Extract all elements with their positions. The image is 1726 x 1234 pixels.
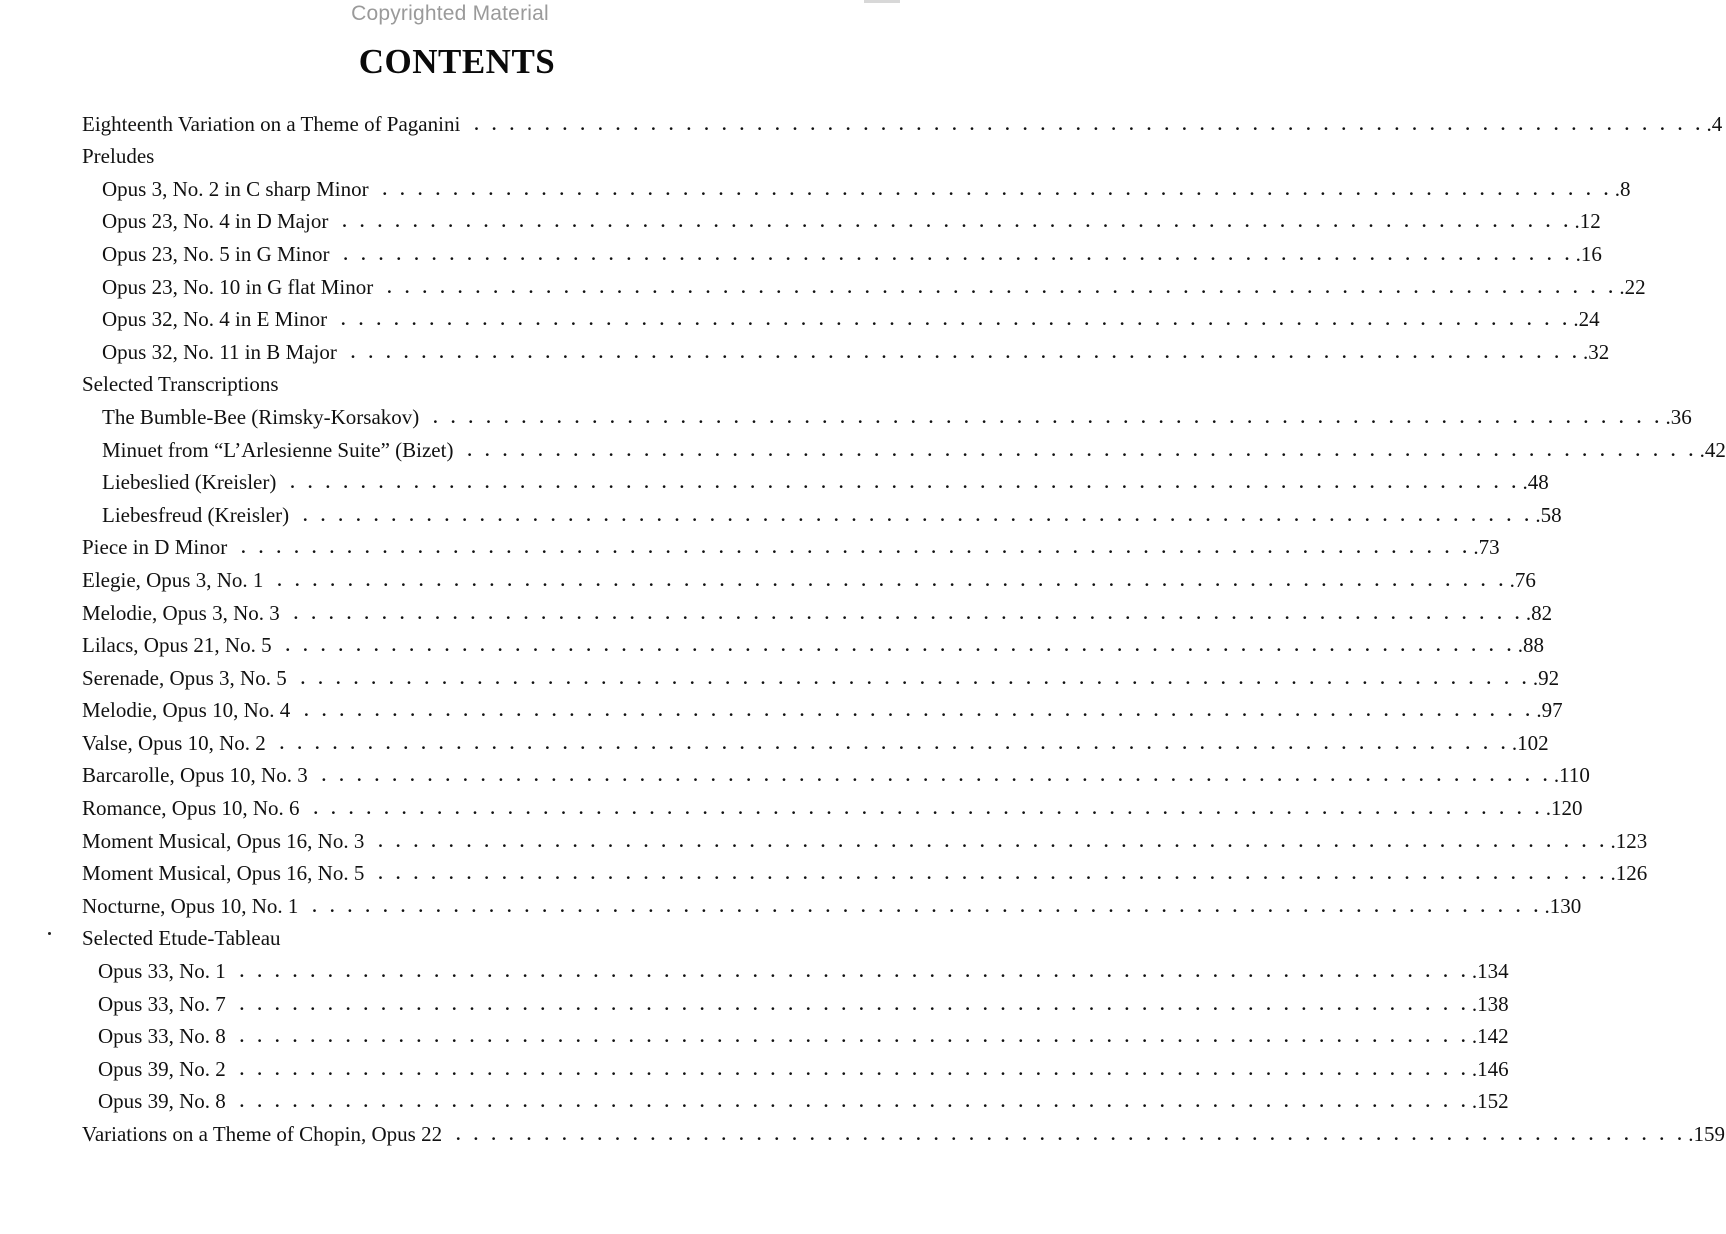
toc-entry bbox=[0, 530, 1500, 563]
toc-entry-title: Valse, Opus 10, No. 2 bbox=[82, 730, 266, 755]
dot-leader: . . . . . . . . . . . . . . . . . . . . . . . . . . . . . . . . . . . . . . . . . . . . . . . . . . . . . . . . . . . . . . . . . . . . . . bbox=[239, 1092, 1470, 1112]
page-title: CONTENTS bbox=[358, 42, 556, 81]
toc-entry bbox=[0, 725, 1549, 758]
toc-entry bbox=[0, 888, 1582, 921]
dot-leader: . . . . . . . . . . . . . . . . . . . . . . . . . . . . . . . . . . . . . . . . . . . . . . . . . . . . . . . . . . . . . . . . . . . . . . bbox=[293, 603, 1524, 623]
toc-entry bbox=[0, 1116, 1725, 1149]
toc-page-number: .73 bbox=[1473, 535, 1500, 560]
toc-entry bbox=[0, 595, 1553, 628]
toc-entry-title: Piece in D Minor bbox=[82, 535, 228, 560]
toc-page-number: .97 bbox=[1536, 698, 1563, 723]
toc-page-number: .152 bbox=[1471, 1089, 1509, 1114]
toc-entry-title: Moment Musical, Opus 16, No. 3 bbox=[82, 828, 365, 853]
toc-page-number: .16 bbox=[1575, 241, 1602, 266]
toc-entry bbox=[0, 204, 1601, 237]
toc-page-number: .146 bbox=[1471, 1056, 1509, 1081]
dot-leader: . . . . . . . . . . . . . . . . . . . . . . . . . . . . . . . . . . . . . . . . . . . . . . . . . . . . . . . . . . . . . . . . . . . . . . bbox=[433, 407, 1664, 427]
dot-leader: . . . . . . . . . . . . . . . . . . . . . . . . . . . . . . . . . . . . . . . . . . . . . . . . . . . . . . . . . . . . . . . . . . . . . . bbox=[300, 668, 1531, 688]
toc-entry-title: Minuet from “L’Arlesienne Suite” (Bizet) bbox=[102, 437, 454, 462]
toc-section-heading bbox=[0, 921, 900, 954]
toc-entry bbox=[0, 660, 1560, 693]
toc-entry-title: Liebesfreud (Kreisler) bbox=[102, 502, 290, 527]
dot-leader: . . . . . . . . . . . . . . . . . . . . . . . . . . . . . . . . . . . . . . . . . . . . . . . . . . . . . . . . . . . . . . . . . . . . . . bbox=[303, 505, 1534, 525]
toc-entry-title: Romance, Opus 10, No. 6 bbox=[82, 796, 300, 821]
toc-entry bbox=[0, 823, 1648, 856]
dot-leader: . . . . . . . . . . . . . . . . . . . . . . . . . . . . . . . . . . . . . . . . . . . . . . . . . . . . . . . . . . . . . . . . . . . . . . bbox=[456, 1125, 1687, 1144]
stray-ink-dot bbox=[48, 932, 51, 935]
toc-entry-title: Opus 32, No. 11 in B Major bbox=[102, 339, 337, 364]
toc-entry-title: Nocturne, Opus 10, No. 1 bbox=[82, 893, 299, 918]
toc-page-number: .126 bbox=[1610, 861, 1648, 886]
dot-leader: . . . . . . . . . . . . . . . . . . . . . . . . . . . . . . . . . . . . . . . . . . . . . . . . . . . . . . . . . . . . . . . . . . . . . . bbox=[304, 701, 1535, 721]
toc-page-number: .58 bbox=[1535, 502, 1562, 527]
toc-entry bbox=[0, 953, 1509, 986]
dot-leader: . . . . . . . . . . . . . . . . . . . . . . . . . . . . . . . . . . . . . . . . . . . . . . . . . . . . . . . . . . . . . . . . . . . . . . bbox=[239, 962, 1470, 982]
dot-leader: . . . . . . . . . . . . . . . . . . . . . . . . . . . . . . . . . . . . . . . . . . . . . . . . . . . . . . . . . . . . . . . . . . . . . . bbox=[290, 473, 1521, 493]
toc-entry-title: Opus 33, No. 1 bbox=[98, 959, 226, 984]
table-of-contents bbox=[0, 106, 1726, 1149]
dot-leader: . . . . . . . . . . . . . . . . . . . . . . . . . . . . . . . . . . . . . . . . . . . . . . . . . . . . . . . . . . . . . . . . . . . . . . bbox=[342, 212, 1573, 232]
dot-leader: . . . . . . . . . . . . . . . . . . . . . . . . . . . . . . . . . . . . . . . . . . . . . . . . . . . . . . . . . . . . . . . . . . . . . . bbox=[341, 310, 1572, 330]
dot-leader: . . . . . . . . . . . . . . . . . . . . . . . . . . . . . . . . . . . . . . . . . . . . . . . . . . . . . . . . . . . . . . . . . . . . . . bbox=[285, 636, 1516, 656]
toc-page-number: .134 bbox=[1471, 959, 1509, 984]
toc-entry-title: Moment Musical, Opus 16, No. 5 bbox=[82, 861, 365, 886]
dot-leader: . . . . . . . . . . . . . . . . . . . . . . . . . . . . . . . . . . . . . . . . . . . . . . . . . . . . . . . . . . . . . . . . . . . . . . bbox=[313, 799, 1544, 819]
toc-page-number: .142 bbox=[1471, 1024, 1509, 1049]
toc-entry-title: Opus 23, No. 10 in G flat Minor bbox=[102, 274, 374, 299]
toc-entry bbox=[0, 236, 1602, 269]
toc-entry bbox=[0, 465, 1549, 498]
toc-section-heading bbox=[0, 139, 900, 172]
toc-entry bbox=[0, 758, 1590, 791]
dot-leader: . . . . . . . . . . . . . . . . . . . . . . . . . . . . . . . . . . . . . . . . . . . . . . . . . . . . . . . . . . . . . . . . . . . . . . bbox=[321, 766, 1552, 786]
toc-page-number: .42 bbox=[1699, 437, 1726, 462]
toc-entry-title: Opus 23, No. 5 in G Minor bbox=[102, 241, 330, 266]
toc-page-number: .138 bbox=[1471, 991, 1509, 1016]
dot-leader: . . . . . . . . . . . . . . . . . . . . . . . . . . . . . . . . . . . . . . . . . . . . . . . . . . . . . . . . . . . . . . . . . . . . . . bbox=[350, 342, 1582, 362]
toc-page-number: .8 bbox=[1614, 176, 1631, 201]
toc-entry bbox=[0, 106, 1723, 139]
dot-leader: . . . . . . . . . . . . . . . . . . . . . . . . . . . . . . . . . . . . . . . . . . . . . . . . . . . . . . . . . . . . . . . . . . . . . . bbox=[382, 179, 1613, 199]
toc-entry bbox=[0, 171, 1631, 204]
toc-page-number: .130 bbox=[1544, 893, 1582, 918]
toc-entry-title: The Bumble-Bee (Rimsky-Korsakov) bbox=[102, 404, 420, 429]
toc-entry-title: Preludes bbox=[82, 144, 155, 169]
toc-page-number: .22 bbox=[1619, 274, 1646, 299]
toc-entry-title: Liebeslied (Kreisler) bbox=[102, 470, 277, 495]
toc-page-number: .36 bbox=[1665, 404, 1692, 429]
toc-entry-title: Opus 3, No. 2 in C sharp Minor bbox=[102, 176, 369, 201]
dot-leader: . . . . . . . . . . . . . . . . . . . . . . . . . . . . . . . . . . . . . . . . . . . . . . . . . . . . . . . . . . . . . . . . . . . . . . bbox=[343, 244, 1574, 264]
toc-entry-title: Opus 39, No. 8 bbox=[98, 1089, 226, 1114]
toc-entry bbox=[0, 693, 1563, 726]
copyright-watermark: Copyrighted Material bbox=[351, 2, 549, 25]
toc-page-number: .159 bbox=[1688, 1122, 1725, 1146]
scan-edge-mark bbox=[864, 0, 900, 3]
toc-entry-title: Melodie, Opus 10, No. 4 bbox=[82, 698, 291, 723]
dot-leader: . . . . . . . . . . . . . . . . . . . . . . . . . . . . . . . . . . . . . . . . . . . . . . . . . . . . . . . . . . . . . . . . . . . . . . bbox=[277, 570, 1508, 590]
toc-entry bbox=[0, 399, 1692, 432]
toc-entry-title: Melodie, Opus 3, No. 3 bbox=[82, 600, 280, 625]
dot-leader: . . . . . . . . . . . . . . . . . . . . . . . . . . . . . . . . . . . . . . . . . . . . . . . . . . . . . . . . . . . . . . . . . . . . . . bbox=[387, 277, 1618, 297]
toc-page-number: .32 bbox=[1583, 339, 1610, 364]
toc-entry bbox=[0, 1084, 1509, 1117]
dot-leader: . . . . . . . . . . . . . . . . . . . . . . . . . . . . . . . . . . . . . . . . . . . . . . . . . . . . . . . . . . . . . . . . . . . . . . bbox=[279, 733, 1510, 753]
toc-page-number: .76 bbox=[1509, 567, 1536, 592]
toc-page-number: .82 bbox=[1525, 600, 1553, 625]
dot-leader: . . . . . . . . . . . . . . . . . . . . . . . . . . . . . . . . . . . . . . . . . . . . . . . . . . . . . . . . . . . . . . . . . . . . . . bbox=[239, 1027, 1470, 1047]
dot-leader: . . . . . . . . . . . . . . . . . . . . . . . . . . . . . . . . . . . . . . . . . . . . . . . . . . . . . . . . . . . . . . . . . . . . . . bbox=[312, 896, 1543, 916]
toc-entry bbox=[0, 334, 1610, 367]
toc-page-number: .48 bbox=[1522, 470, 1549, 495]
toc-entry-title: Serenade, Opus 3, No. 5 bbox=[82, 665, 287, 690]
dot-leader: . . . . . . . . . . . . . . . . . . . . . . . . . . . . . . . . . . . . . . . . . . . . . . . . . . . . . . . . . . . . . . . . . . . . . . bbox=[241, 538, 1472, 558]
toc-entry-title: Barcarolle, Opus 10, No. 3 bbox=[82, 763, 308, 788]
toc-entry-title: Variations on a Theme of Chopin, Opus 22 bbox=[82, 1122, 443, 1146]
toc-entry-title: Selected Etude-Tableau bbox=[82, 926, 281, 951]
toc-page-number: .88 bbox=[1517, 633, 1544, 658]
toc-entry bbox=[0, 856, 1648, 889]
toc-entry-title: Opus 33, No. 8 bbox=[98, 1024, 226, 1049]
toc-entry bbox=[0, 790, 1583, 823]
toc-page-number: .92 bbox=[1532, 665, 1560, 690]
toc-entry bbox=[0, 628, 1544, 661]
toc-page-number: .24 bbox=[1573, 307, 1600, 332]
toc-page-number: .123 bbox=[1610, 828, 1648, 853]
toc-page-number: .110 bbox=[1553, 763, 1590, 788]
dot-leader: . . . . . . . . . . . . . . . . . . . . . . . . . . . . . . . . . . . . . . . . . . . . . . . . . . . . . . . . . . . . . . . . . . . . . . bbox=[378, 831, 1609, 851]
toc-entry bbox=[0, 986, 1509, 1019]
toc-page-number: .120 bbox=[1545, 796, 1583, 821]
toc-entry-title: Opus 39, No. 2 bbox=[98, 1056, 226, 1081]
dot-leader: . . . . . . . . . . . . . . . . . . . . . . . . . . . . . . . . . . . . . . . . . . . . . . . . . . . . . . . . . . . . . . . . . . . . . . bbox=[467, 440, 1698, 460]
toc-entry-title: Eighteenth Variation on a Theme of Paganini bbox=[82, 111, 461, 136]
toc-section-heading bbox=[0, 367, 900, 400]
toc-entry-title: Opus 32, No. 4 in E Minor bbox=[102, 307, 328, 332]
dot-leader: . . . . . . . . . . . . . . . . . . . . . . . . . . . . . . . . . . . . . . . . . . . . . . . . . . . . . . . . . . . . . . . . . . . . . . bbox=[239, 1059, 1470, 1079]
toc-entry bbox=[0, 432, 1726, 465]
dot-leader: . . . . . . . . . . . . . . . . . . . . . . . . . . . . . . . . . . . . . . . . . . . . . . . . . . . . . . . . . . . . . . . . . . . . . . bbox=[239, 994, 1470, 1014]
dot-leader: . . . . . . . . . . . . . . . . . . . . . . . . . . . . . . . . . . . . . . . . . . . . . . . . . . . . . . . . . . . . . . . . . . . . . . bbox=[378, 864, 1609, 884]
toc-page-number: .12 bbox=[1574, 209, 1601, 234]
toc-entry bbox=[0, 269, 1646, 302]
toc-entry bbox=[0, 1051, 1509, 1084]
toc-entry bbox=[0, 562, 1536, 595]
toc-entry-title: Lilacs, Opus 21, No. 5 bbox=[82, 633, 272, 658]
toc-entry-title: Opus 33, No. 7 bbox=[98, 991, 226, 1016]
toc-entry bbox=[0, 497, 1562, 530]
toc-entry-title: Elegie, Opus 3, No. 1 bbox=[82, 567, 264, 592]
toc-page-number: .102 bbox=[1511, 730, 1549, 755]
toc-page-number: .4 bbox=[1706, 111, 1723, 136]
dot-leader: . . . . . . . . . . . . . . . . . . . . . . . . . . . . . . . . . . . . . . . . . . . . . . . . . . . . . . . . . . . . . . . . . . . . . . bbox=[474, 114, 1705, 134]
toc-entry bbox=[0, 302, 1600, 335]
toc-entry-title: Selected Transcriptions bbox=[82, 372, 279, 397]
toc-entry bbox=[0, 1019, 1509, 1052]
toc-entry-title: Opus 23, No. 4 in D Major bbox=[102, 209, 329, 234]
